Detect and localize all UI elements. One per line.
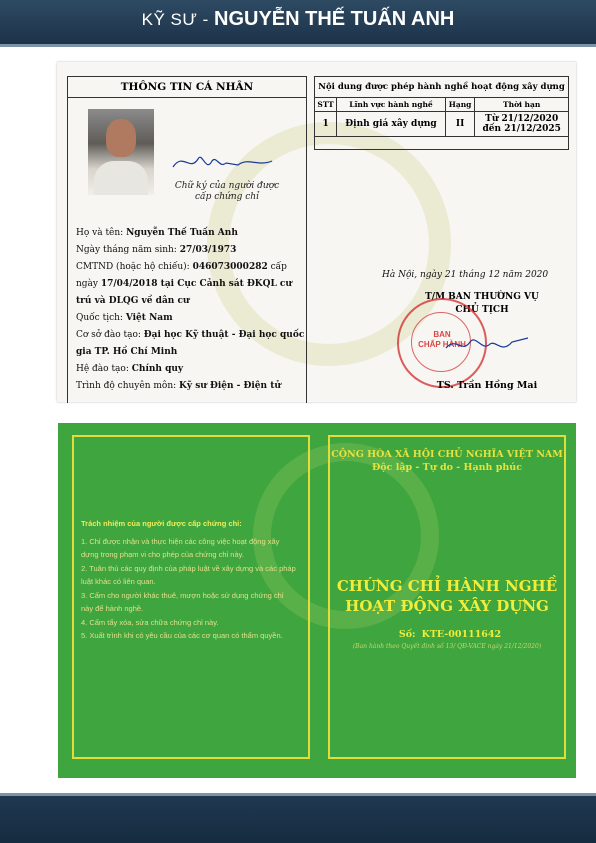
field-row [76, 242, 304, 259]
field-tail: cấp [267, 262, 287, 272]
responsibilities-panel [72, 435, 310, 759]
practice-scope-panel [314, 76, 569, 150]
portrait-photo [88, 109, 154, 195]
cell-term [475, 112, 568, 137]
field-value: 17/04/2018 tại Cục Cảnh sát ĐKQL cư [100, 279, 292, 289]
field-value: Nguyễn Thế Tuấn Anh [126, 228, 238, 238]
org-line-2: CHỦ TỊCH [455, 305, 509, 315]
field-label: CMTND (hoặc hộ chiếu): [76, 262, 193, 272]
field-value: Đại học Kỹ thuật - Đại học quốc [143, 330, 305, 340]
decision-note: (Ban hành theo Quyết định số 13/ QĐ-VACE ngày 21/12/2020) [352, 643, 542, 650]
field-label: Trình độ chuyên môn: [76, 381, 180, 391]
field-row [76, 344, 304, 361]
header-name: NGUYỄN THẾ TUẤN ANH [214, 8, 455, 30]
national-motto: Độc lập - Tự do - Hạnh phúc [371, 462, 522, 473]
personal-info-title: THÔNG TIN CÁ NHÂN [68, 77, 306, 98]
field-row [76, 327, 304, 344]
cell-field: Định giá xây dựng [337, 112, 446, 137]
holder-signature [168, 147, 278, 177]
col-rank: Hạng [445, 98, 475, 112]
scope-header-row [315, 98, 568, 112]
field-row [76, 310, 304, 327]
cover-front-panel [328, 435, 566, 759]
col-term: Thời hạn [475, 98, 568, 112]
field-value: Chính quy [131, 364, 184, 374]
field-row [76, 293, 304, 310]
scope-title: Nội dung được phép hành nghề hoạt động xây dựng [315, 77, 568, 98]
signer-name: TS. Trần Hồng Mai [436, 380, 538, 391]
certificate-title-1: CHỨNG CHỈ HÀNH NGHỀ [336, 577, 558, 595]
portrait-face [106, 119, 136, 157]
field-row [76, 361, 304, 378]
certificate-number [330, 629, 564, 640]
field-value: 046073000282 [192, 262, 268, 272]
certificate-inside-scan [57, 62, 576, 402]
field-row [76, 276, 304, 293]
issue-date: Hà Nội, ngày 21 tháng 12 năm 2020 [382, 270, 549, 280]
responsibilities-title: Trách nhiệm của người được cấp chứng chỉ: [81, 519, 242, 528]
personal-fields [76, 225, 304, 395]
field-label: Ngày tháng năm sinh: [76, 245, 180, 255]
signature-caption: Chữ ký của người được cấp chứng chỉ [174, 181, 280, 202]
seal-text-1: BAN [433, 330, 451, 339]
org-line-1: T/M BAN THƯỜNG VỤ [425, 292, 539, 302]
field-value: Việt Nam [125, 313, 173, 323]
personal-info-panel [67, 76, 307, 403]
field-value: gia TP. Hồ Chí Minh [76, 347, 178, 357]
list-item: 1. Chỉ được nhận và thực hiện các công việc hoạt động xây dựng trong phạm vi cho phép của chứng chỉ này. [81, 536, 280, 559]
col-field: Lĩnh vực hành nghề [337, 98, 446, 112]
header-rule [0, 44, 596, 47]
field-value: Kỹ sư Điện - Điện tử [179, 381, 281, 391]
field-row [76, 225, 304, 242]
col-stt: STT [315, 98, 337, 112]
certificate-cover [58, 423, 576, 778]
field-label: Hệ đào tạo: [76, 364, 132, 374]
cell-rank: II [445, 112, 475, 137]
field-row [76, 378, 304, 395]
field-value: 27/03/1973 [179, 245, 237, 255]
field-label: Họ và tên: [76, 228, 127, 238]
table-row [315, 112, 568, 137]
list-item: 2. Tuân thủ các quy định của pháp luật về xây dựng và các pháp luật khác có liên quan. [81, 563, 296, 586]
portrait-shirt [94, 161, 148, 195]
scope-table [315, 98, 568, 137]
cell-stt: 1 [315, 112, 337, 137]
term-from: Từ 21/12/2020 [485, 114, 559, 124]
field-label: Quốc tịch: [76, 313, 126, 323]
field-row [76, 259, 304, 276]
country-name: CỘNG HÒA XÃ HỘI CHỦ NGHĨA VIỆT NAM [331, 449, 563, 460]
list-item: 5. Xuất trình khi có yêu cầu của các cơ quan có thẩm quyền. [81, 631, 283, 640]
certificate-title-2: HOẠT ĐỘNG XÂY DỰNG [345, 597, 549, 615]
header-title [0, 8, 596, 31]
field-label: Cơ sở đào tạo: [76, 330, 144, 340]
field-label: ngày [76, 279, 101, 289]
list-item: 3. Cấm cho người khác thuê, mượn hoặc sử dụng chứng chỉ này để hành nghề. [81, 590, 284, 613]
page-footer [0, 793, 596, 843]
number-value: KTE-00111642 [421, 629, 502, 640]
footer-rule [0, 793, 596, 796]
seal-text-2: CHẤP HÀNH [418, 340, 466, 349]
number-label: Số: [398, 629, 416, 640]
page-header [0, 0, 596, 44]
term-to: đến 21/12/2025 [482, 124, 561, 134]
chairman-signature [442, 330, 532, 358]
header-prefix: KỸ SƯ - [141, 10, 214, 29]
field-value: trú và DLQG về dân cư [76, 296, 190, 306]
list-item: 4. Cấm tẩy xóa, sửa chữa chứng chỉ này. [81, 617, 219, 627]
responsibilities-text [81, 517, 297, 643]
